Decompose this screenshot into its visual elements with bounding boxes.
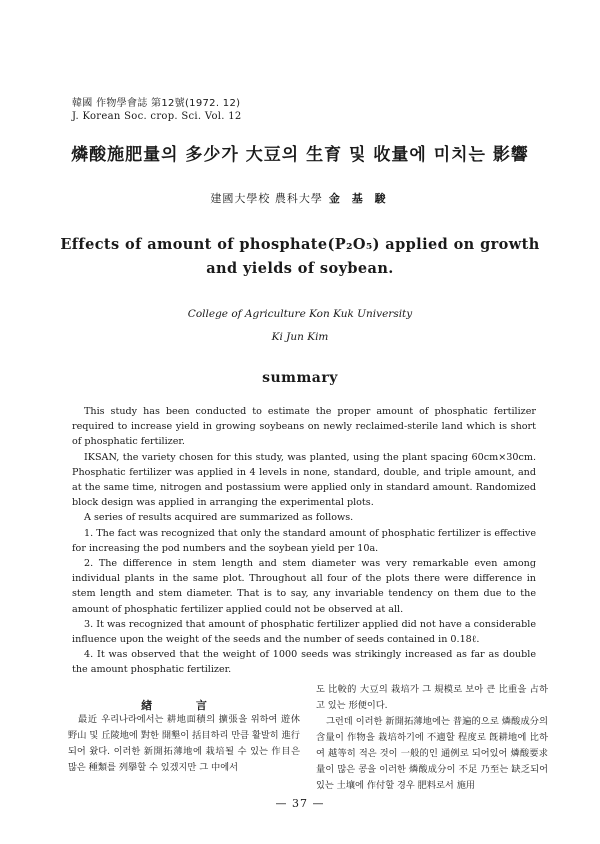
institution-ko: 建國大學校 農科大學 (210, 192, 323, 205)
intro-right-column (316, 682, 548, 794)
intro-paragraph: 最近 우리나라에서는 耕地面積의 擴張을 위하여 遊休野山 및 丘陵地에 對한 開墾이 括目하리 만큼 활발히 進行되어 왔다. 이러한 新開拓薄地에 栽培될 수 있는 作目은 많은 種類를 列擧할 수 있겠지만 그 中에서 (68, 714, 300, 773)
summary-paragraph: IKSAN, the variety chosen for this study, was planted, using the plant spacing 60cm×30cm. Phosphatic fertilizer was applied in 4 levels in none, standard, double, and triple amount, and at the same time, nitrogen and postassium were applied only in standard amount. Randomized block design was applied in arranging the experimental plots. (72, 451, 536, 509)
journal-header-en: J. Korean Soc. crop. Sci. Vol. 12 (72, 111, 242, 122)
affiliation-ko (0, 190, 600, 206)
summary-paragraph: 3. It was recognized that amount of phosphatic fertilizer applied did not have a considerable influence upon the weight of the seeds and the number of seeds contained in 0.18ℓ. (72, 618, 536, 646)
author-en: Ki Jun Kim (271, 331, 329, 343)
intro-left-column (68, 712, 300, 776)
summary-body (72, 404, 536, 678)
summary-paragraph: 1. The fact was recognized that only the standard amount of phosphatic fertilizer is effective for increasing the pod numbers and the soybean yield per 10a. (72, 527, 536, 554)
summary-paragraph: 4. It was observed that the weight of 1000 seeds was strikingly increased as far as double the amount phosphatic fertilizer. (72, 649, 536, 676)
paper-title-ko: 燐酸施肥量의 多少가 大豆의 生育 및 收量에 미치는 影響 (71, 145, 529, 165)
intro-paragraph: 그런데 이러한 新開拓薄地에는 普遍的으로 燐酸成分의 含量이 作物을 栽培하기에 不適할 程度로 旣耕地에 比하여 越等히 적은 것이 一般的인 通例로 되어있어 燐酸要求量이 많은 콩을 이러한 燐酸成分이 不足 乃至는 缺乏되어 있는 土壤에 作付할 경우 肥料로서 施用 (316, 716, 548, 791)
summary-heading: summary (262, 370, 338, 386)
paper-title-en-line2: and yields of soybean. (206, 260, 394, 277)
summary-paragraph: A series of results acquired are summarized as follows. (84, 512, 354, 524)
intro-paragraph: 도 比較的 大豆의 栽培가 그 規模로 보아 큰 比重을 占하고 있는 形便이다. (316, 684, 548, 711)
author-ko: 金 基 駿 (328, 192, 390, 205)
journal-header-ko: 韓國 作物學會誌 第12號(1972. 12) (72, 98, 241, 109)
intro-heading: 緖 言 (141, 699, 227, 712)
paper-title-en-line1: Effects of amount of phosphate(P₂O₅) applied on growth (60, 236, 540, 253)
page-number: — 37 — (275, 797, 325, 810)
affiliation-en: College of Agriculture Kon Kuk University (187, 308, 413, 320)
summary-paragraph: This study has been conducted to estimate the proper amount of phosphatic fertilizer required to increase yield in growing soybeans on newly reclaimed-sterile land which is short of phosphatic fertilizer. (72, 406, 536, 448)
summary-paragraph: 2. The difference in stem length and stem diameter was very remarkable even among individual plants in the same plot. Throughout all four of the plots there were difference in stem length and stem diameter. That is to say, any invariable tendency on them due to the amount of phosphatic fertilizer applied could not be observed at all. (72, 558, 536, 615)
